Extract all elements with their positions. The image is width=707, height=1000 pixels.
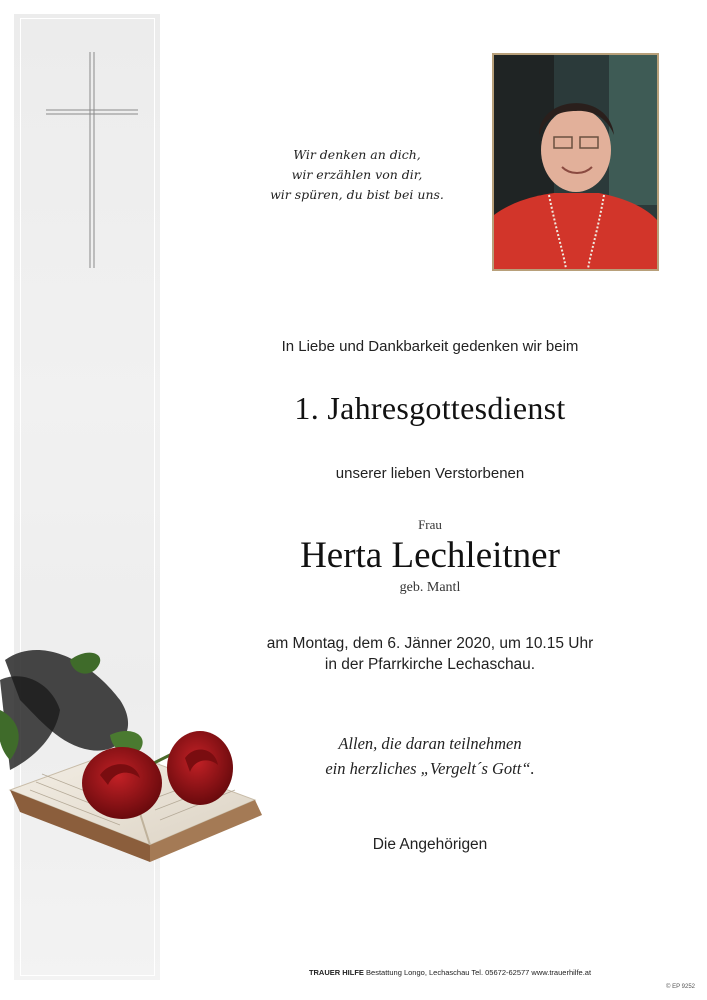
deceased-name: Herta Lechleitner xyxy=(300,535,560,576)
maiden-name: geb. Mantl xyxy=(399,580,461,595)
thanks-line: ein herzliches „Vergelt´s Gott“. xyxy=(325,759,535,778)
thanks-text xyxy=(220,731,640,781)
service-date: am Montag, dem 6. Jänner 2020, um 10.15 Uhr xyxy=(266,635,594,652)
footer-brand: TRAUER HILFE xyxy=(308,968,364,977)
event-title: 1. Jahresgottesdienst xyxy=(294,390,566,426)
subtitle-text: unserer lieben Verstorbenen xyxy=(335,465,525,482)
quote-line: wir erzählen von dir, xyxy=(291,167,423,182)
book-roses-image xyxy=(0,640,300,930)
quote-line: wir spüren, du bist bei uns. xyxy=(270,187,444,202)
cross-icon xyxy=(46,52,138,268)
thanks-line: Allen, die daran teilnehmen xyxy=(338,734,522,753)
portrait-photo xyxy=(492,53,659,271)
family-signature: Die Angehörigen xyxy=(372,836,488,853)
memorial-quote xyxy=(262,145,452,205)
salutation: Frau xyxy=(418,517,442,532)
footer-details: Bestattung Longo, Lechaschau Tel. 05672-62577 www.trauerhilfe.at xyxy=(363,968,592,977)
footer xyxy=(230,968,670,977)
product-code: © EP 9252 xyxy=(666,984,695,990)
intro-text: In Liebe und Dankbarkeit gedenken wir beim xyxy=(281,338,579,355)
service-place: in der Pfarrkirche Lechaschau. xyxy=(324,656,536,673)
service-details xyxy=(220,633,640,675)
quote-line: Wir denken an dich, xyxy=(293,147,421,162)
portrait-photo-icon xyxy=(494,55,657,269)
